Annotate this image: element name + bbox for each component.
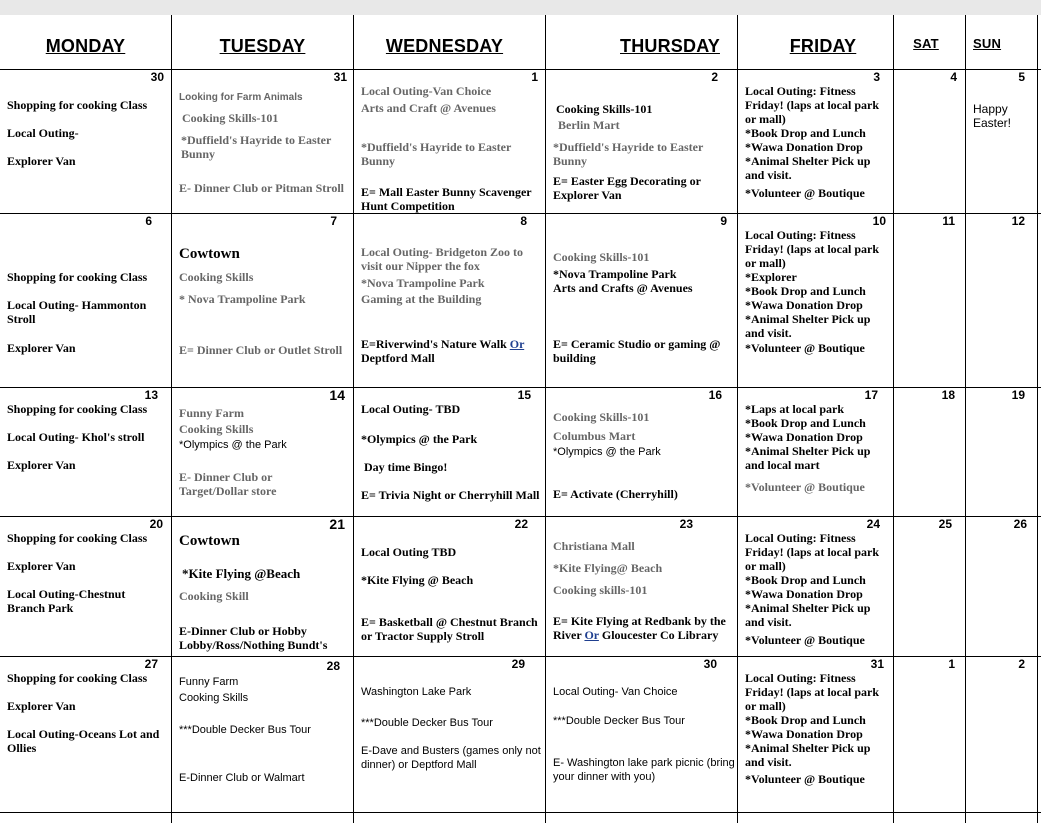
date-number: 6: [145, 214, 152, 228]
event-text: Cowtown: [179, 246, 240, 262]
date-number: 3: [873, 70, 880, 84]
event-text: *Olympics @ the Park: [179, 439, 287, 451]
event-text: *Kite Flying @ Beach: [361, 573, 474, 587]
event-text: Local Outing: Fitness Friday! (laps at local park or mall): [745, 84, 879, 126]
date-number: 1: [948, 657, 955, 671]
event-text: E= Activate (Cherryhill): [553, 487, 678, 501]
event-text: *Duffield's Hayride to Easter Bunny: [181, 133, 332, 161]
event-text: E- Dinner Club or Target/Dollar store: [179, 470, 277, 498]
date-number: 21: [329, 516, 345, 532]
date-number: 11: [942, 214, 955, 228]
event-text: Local Outing TBD: [361, 545, 457, 559]
event-text: *Kite Flying@ Beach: [553, 561, 663, 575]
date-number: 2: [711, 70, 718, 84]
event-text: Local Outing- Van Choice: [553, 686, 678, 698]
event-text: *Animal Shelter Pick up and visit.: [745, 601, 871, 629]
date-number: 17: [864, 388, 878, 402]
event-text: E= Ceramic Studio or gaming @ building: [553, 337, 721, 365]
grid-line: [353, 15, 354, 823]
event-text: Explorer Van: [7, 699, 76, 713]
date-number: 26: [1013, 517, 1027, 531]
grid-line: [0, 812, 1041, 813]
event-text: *Laps at local park: [745, 402, 845, 416]
date-number: 9: [720, 214, 727, 228]
event-text: E= Trivia Night or Cherryhill Mall: [361, 488, 540, 502]
event-text-part: E= Kite Flying at Redbank by the River: [553, 614, 726, 642]
event-text-part: Deptford Mall: [361, 351, 435, 365]
event-text: *Wawa Donation Drop: [745, 298, 863, 312]
event-text: E= Basketball @ Chestnut Branch or Tractor Supply Stroll: [361, 615, 538, 643]
event-text: Cooking Skills-101: [553, 250, 650, 264]
header-friday: FRIDAY: [789, 36, 857, 56]
event-text: *Nova Trampoline Park: [553, 267, 677, 281]
event-text: *Book Drop and Lunch: [745, 713, 866, 727]
event-text: Arts and Crafts @ Avenues: [553, 281, 693, 295]
event-text: *Book Drop and Lunch: [745, 573, 866, 587]
event-text: *Wawa Donation Drop: [745, 430, 863, 444]
event-text: * Nova Trampoline Park: [179, 292, 306, 306]
event-text: *Olympics @ the Park: [361, 432, 478, 446]
event-text: Shopping for cooking Class: [7, 531, 148, 545]
event-text: *Duffield's Hayride to Easter Bunny: [361, 140, 512, 168]
event-text: Cooking Skills: [179, 692, 249, 704]
date-number: 8: [520, 214, 527, 228]
event-text: Funny Farm: [179, 676, 239, 688]
event-text: *Volunteer @ Boutique: [745, 480, 865, 494]
event-text: E= Easter Egg Decorating or Explorer Van: [553, 174, 701, 202]
window-top-strip: [0, 0, 1041, 15]
event-text: E-Dinner Club or Hobby Lobby/Ross/Nothing Bundt's: [179, 624, 328, 652]
header-tuesday: TUESDAY: [219, 36, 306, 56]
date-number: 13: [144, 388, 158, 402]
event-text-part: Gloucester Co Library: [601, 628, 719, 642]
grid-line: [965, 15, 966, 823]
event-text: Cooking Skills-101: [182, 111, 279, 125]
grid-line: [1037, 15, 1038, 823]
event-text: *Book Drop and Lunch: [745, 284, 866, 298]
event-text: E= Mall Easter Bunny Scavenger Hunt Competition: [361, 185, 532, 213]
event-text: *Kite Flying @Beach: [182, 566, 301, 581]
event-text: *Volunteer @ Boutique: [745, 772, 865, 786]
event-text: *Explorer: [745, 270, 797, 284]
event-text: *Book Drop and Lunch: [745, 416, 866, 430]
event-text: ***Double Decker Bus Tour: [553, 715, 685, 727]
event-text: Arts and Craft @ Avenues: [361, 101, 496, 115]
event-text: *Wawa Donation Drop: [745, 587, 863, 601]
event-text: Cooking Skills-101: [553, 410, 650, 424]
date-number: 25: [938, 517, 952, 531]
event-text: *Animal Shelter Pick up and visit.: [745, 741, 871, 769]
event-text: *Volunteer @ Boutique: [745, 341, 865, 355]
date-number: 28: [326, 659, 340, 673]
date-number: 15: [517, 388, 531, 402]
date-number: 18: [941, 388, 955, 402]
date-number: 24: [866, 517, 880, 531]
date-number: 5: [1018, 70, 1025, 84]
grid-line: [737, 15, 738, 823]
grid-line: [893, 15, 894, 823]
event-text: Looking for Farm Animals: [179, 92, 303, 103]
event-text: Local Outing-Oceans Lot and Ollies: [7, 727, 160, 755]
event-text: *Animal Shelter Pick up and visit.: [745, 154, 871, 182]
event-text: Local Outing-Chestnut Branch Park: [7, 587, 126, 615]
grid-line: [171, 15, 172, 823]
date-number: 2: [1018, 657, 1025, 671]
event-text: Local Outing: Fitness Friday! (laps at local park or mall): [745, 228, 879, 270]
header-wednesday: WEDNESDAY: [385, 36, 504, 56]
event-text: Cooking Skills: [179, 422, 254, 436]
event-text-part: E=Riverwind's Nature Walk: [361, 337, 507, 351]
event-text: E-Dinner Club or Walmart: [179, 772, 305, 784]
event-text: Christiana Mall: [553, 539, 635, 553]
header-monday: MONDAY: [45, 36, 126, 56]
event-text: ***Double Decker Bus Tour: [361, 717, 493, 729]
event-text: Local Outing- Khol's stroll: [7, 430, 145, 444]
date-number: 1: [531, 70, 538, 84]
event-text: Cooking skills-101: [553, 583, 648, 597]
event-text: E= Dinner Club or Outlet Stroll: [179, 343, 343, 357]
event-text: *Duffield's Hayride to Easter Bunny: [553, 140, 704, 168]
header-sunday: SUN: [973, 36, 1002, 51]
event-text: *Wawa Donation Drop: [745, 727, 863, 741]
date-number: 30: [703, 657, 717, 671]
date-number: 10: [872, 214, 886, 228]
event-text: Shopping for cooking Class: [7, 98, 148, 112]
event-text: *Animal Shelter Pick up and visit.: [745, 312, 871, 340]
event-text: Washington Lake Park: [361, 686, 472, 698]
event-text: Explorer Van: [7, 559, 76, 573]
event-text: Cooking Skills-101: [556, 102, 653, 116]
event-text: *Book Drop and Lunch: [745, 126, 866, 140]
event-text: *Animal Shelter Pick up and local mart: [745, 444, 871, 472]
event-text: Local Outing- TBD: [361, 402, 461, 416]
event-text: Shopping for cooking Class: [7, 671, 148, 685]
or-connector: Or: [584, 628, 599, 642]
event-text: Happy Easter!: [973, 102, 1012, 130]
date-number: 31: [333, 70, 347, 84]
event-text: *Volunteer @ Boutique: [745, 186, 865, 200]
event-text: [361, 337, 543, 365]
event-text: Gaming at the Building: [361, 292, 482, 306]
date-number: 23: [679, 517, 693, 531]
event-text: Explorer Van: [7, 154, 76, 168]
date-number: 22: [514, 517, 528, 531]
event-text: Berlin Mart: [558, 118, 620, 132]
event-text: Columbus Mart: [553, 429, 636, 443]
or-connector: Or: [509, 337, 525, 351]
date-number: 19: [1011, 388, 1025, 402]
date-number: 20: [149, 517, 163, 531]
event-text: *Nova Trampoline Park: [361, 276, 485, 290]
event-text: Local Outing- Hammonton Stroll: [7, 298, 147, 326]
grid-line: [545, 15, 546, 823]
event-text: E- Dinner Club or Pitman Stroll: [179, 181, 345, 195]
event-text: Day time Bingo!: [364, 460, 448, 474]
event-text: Local Outing: Fitness Friday! (laps at local park or mall): [745, 671, 879, 713]
event-text: Shopping for cooking Class: [7, 270, 148, 284]
event-text: E- Washington lake park picnic (bring your dinner with you): [553, 757, 735, 783]
header-thursday: THURSDAY: [620, 36, 720, 56]
event-text: *Volunteer @ Boutique: [745, 633, 865, 647]
event-text: E-Dave and Busters (games only not dinner) or Deptford Mall: [361, 745, 541, 771]
header-saturday: SAT: [913, 36, 939, 51]
event-text: *Olympics @ the Park: [553, 446, 661, 458]
date-number: 30: [150, 70, 164, 84]
event-text: Local Outing- Bridgeton Zoo to visit our Nipper the fox: [361, 245, 524, 273]
event-text: Cowtown: [179, 533, 240, 549]
event-text: Cooking Skills: [179, 270, 254, 284]
date-number: 16: [708, 388, 722, 402]
event-text: Cooking Skill: [179, 589, 249, 603]
date-number: 31: [870, 657, 884, 671]
date-number: 7: [330, 214, 337, 228]
date-number: 4: [950, 70, 957, 84]
event-text: [553, 614, 735, 642]
event-text: Shopping for cooking Class: [7, 402, 148, 416]
date-number: 12: [1011, 214, 1025, 228]
event-text: Local Outing-: [7, 126, 79, 140]
event-text: ***Double Decker Bus Tour: [179, 724, 311, 736]
date-number: 27: [144, 657, 158, 671]
event-text: Explorer Van: [7, 341, 76, 355]
event-text: Local Outing: Fitness Friday! (laps at local park or mall): [745, 531, 879, 573]
date-number: 14: [329, 387, 345, 403]
event-text: Explorer Van: [7, 458, 76, 472]
event-text: Funny Farm: [179, 406, 245, 420]
event-text: Local Outing-Van Choice: [361, 84, 492, 98]
event-text: *Wawa Donation Drop: [745, 140, 863, 154]
date-number: 29: [511, 657, 525, 671]
